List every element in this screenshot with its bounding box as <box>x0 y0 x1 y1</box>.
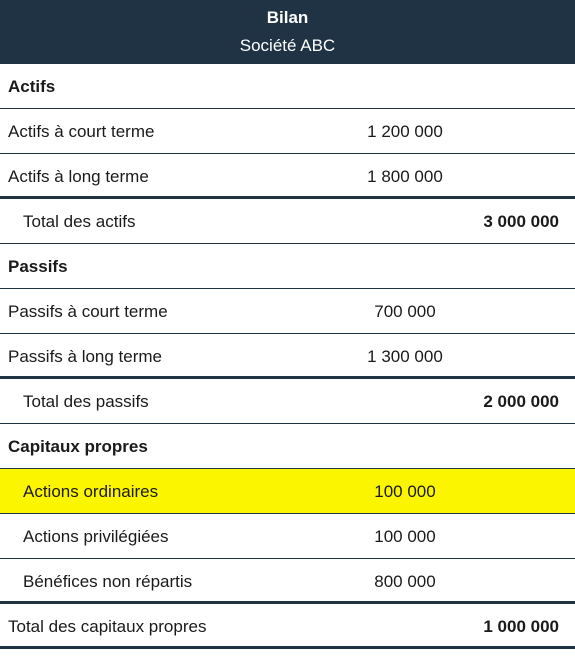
line-item-row <box>0 514 575 559</box>
line-item-row <box>0 334 575 379</box>
section-row-capitaux-propres <box>0 424 575 469</box>
total-amount: 1 000 000 <box>483 617 559 636</box>
sheet-title: Bilan <box>266 8 309 27</box>
section-label: Actifs <box>8 77 56 96</box>
line-item-label: Bénéfices non répartis <box>23 572 193 591</box>
line-item-label: Actifs à court terme <box>8 122 155 141</box>
line-item-label: Actifs à long terme <box>8 167 149 186</box>
line-item-label: Actions privilégiées <box>23 527 169 546</box>
line-item-amount: 100 000 <box>374 527 436 546</box>
line-item-amount: 1 800 000 <box>367 167 443 186</box>
section-label: Capitaux propres <box>8 437 148 456</box>
company-name: Société ABC <box>239 36 336 55</box>
line-item-row <box>0 289 575 334</box>
section-row-actifs <box>0 64 575 109</box>
line-item-amount: 800 000 <box>374 572 436 591</box>
total-row-actifs <box>0 199 575 244</box>
total-amount: 2 000 000 <box>483 392 559 411</box>
line-item-amount: 1 300 000 <box>367 347 443 366</box>
line-item-label: Passifs à court terme <box>8 302 168 321</box>
total-label: Total des passifs <box>23 392 149 411</box>
total-label: Total des capitaux propres <box>8 617 207 636</box>
total-amount: 3 000 000 <box>483 212 559 231</box>
grand-total-row <box>0 604 575 649</box>
line-item-row <box>0 559 575 604</box>
line-item-row <box>0 154 575 199</box>
total-label: Total des actifs <box>23 212 136 231</box>
section-label: Passifs <box>8 257 68 276</box>
line-item-label: Actions ordinaires <box>23 482 159 501</box>
line-item-row-highlighted <box>0 469 575 514</box>
line-item-amount: 1 200 000 <box>367 122 443 141</box>
line-item-label: Passifs à long terme <box>8 347 163 366</box>
total-row-passifs <box>0 379 575 424</box>
line-item-amount: 100 000 <box>374 482 436 501</box>
section-row-passifs <box>0 244 575 289</box>
line-item-amount: 700 000 <box>374 302 436 321</box>
line-item-row <box>0 109 575 154</box>
sheet-header <box>0 0 575 64</box>
